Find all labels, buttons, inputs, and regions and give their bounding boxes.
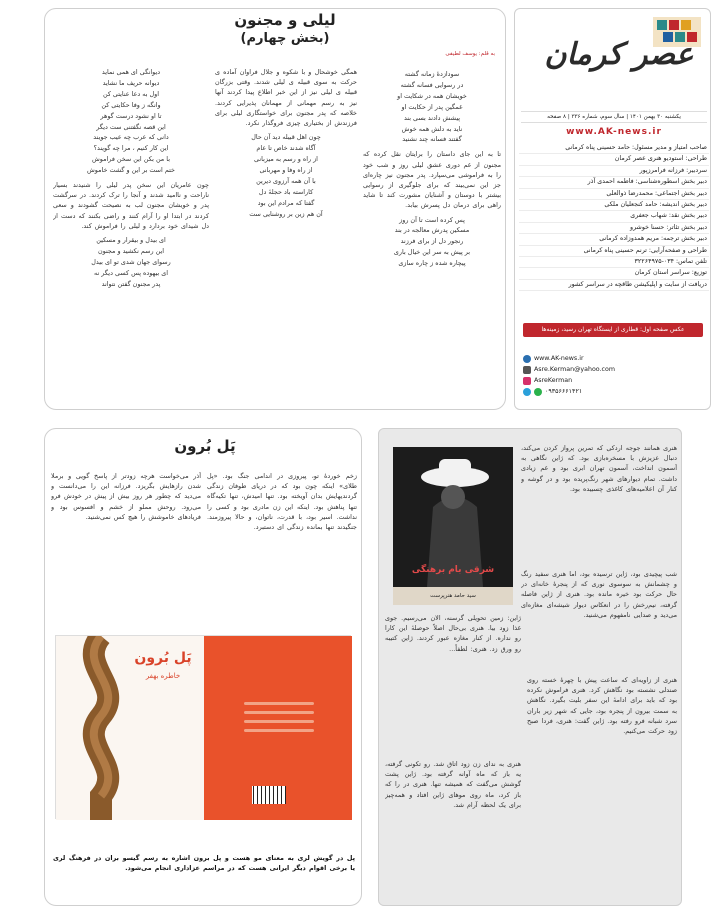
back-cover-text [244,696,314,756]
social-instagram-text: AsreKerman [534,377,573,384]
article-col-left [53,67,209,405]
prose: تا به این جای داستان را برایتان نقل کرده که مجنون از غم دوری عشق لیلی روز و شب خود را به فراموشی می‌سپارد. پدر مجنون نیز چاره‌ای جز این نمی‌بیند که برای جلوگیری از رسوایی بیشتر با دوستان و آشنایان مشورت کند تا شاید راهی برای درمان دل پسرش بیابد. [363,150,501,210]
text-line [244,711,314,714]
text-line [244,720,314,723]
text-line [244,702,314,705]
verse: ای بیدل و بیقرار و مسکین [96,236,166,245]
bottom-left-caption: پل در گویش لری به معنای مو هست و پل برون اشاره به رسم گیسو بران در فرهنگ لری یا برخی اقوام دیگر ایرانی هست که در مراسم عزاداری انجام می‌شود. [53,854,355,873]
verse: آن هم زین بر روشنایی ست [249,209,323,218]
verse: بر پیش به سر این خیال باری [393,248,471,257]
article-title: لیلی و مجنون [234,11,336,29]
credit-line: صاحب امتیاز و مدیر مسئول: حامد حسینی پناه کرمانی [519,143,709,154]
instagram-icon [523,377,531,385]
verse: گفتند فسانه چند نشنید [402,135,462,144]
social-email[interactable] [523,364,703,375]
verse: پیشش دادند بسی بند [403,113,461,122]
verse: رنجور دل از برای فرزند [400,237,464,246]
credit-line: طراحی: استودیو هنری عصر کرمان [519,154,709,165]
verse: پدر مجنون گفتن نتواند [101,279,161,288]
cover-author-bar [393,587,513,605]
bottom-right-text-left-top: ژاین: زمین تحویلی گرسنه، الان می‌رسیم. جوی غذا زود بیا. هنری بی‌حال اصلاً حوصلهٔ این کارا رو نداره. از کنار مغازه عبور کردند. ژاین کتیبه رو ورق زد. هنری: لطفاً... [385,614,521,653]
masthead-panel [514,8,711,410]
prose: چون عامریان این سخن پدر لیلی را شنیدند بسیار ناراحت و ناامید شدند و آنجا را ترک کردند. در سرگشت پدر و خویشان مجنون لب به نصیحت گشودند و سعی کردند در ابتدا او را آرام کنند و راضی بکنند که دست از دل شیدای خود بردارد و لیلی را فراموش کند. [53,181,209,230]
book-cover-sharghi [393,447,513,605]
bottom-left-title: پَل بُرون [174,437,236,455]
globe-icon [523,355,531,363]
cover-book-subtitle: خاطره بهفر [145,672,181,680]
bottom-right-text-right-bottom: هنری از زاویه‌ای که ساعت پیش با چهرهٔ خسته روی صندلی نشسته بود نگاهش کرد. هنری فراموش نکرده بود که باید برای ادامهٔ این سفر بلیت بگیرد. نگاهش به سمت بیرون از پنجره بود، جایی که شهر زیر باران سرد شبانه فرو رفته بود. ژاین گفت: هنری، فردا صبح زود حرکت می‌کنیم. [527,676,677,736]
bottom-left-panel [44,428,362,906]
credit-line: دبیر بخش تئاتر: حسنا خوشرو [519,223,709,234]
credit-line: دبیر بخش نقد: شهاب جعفری [519,211,709,222]
verse: خویشان همه در شکایت او [397,91,467,100]
verse: این کار کنیم ، مرا چه گویند؟ [93,144,169,153]
article-col-right [363,69,501,405]
article-author: به قلم: یوسف لطیفی [445,51,495,57]
bottom-right-text-top: هنری همانند جوجه اردکی که تمرین پرواز کردن می‌کند، دنبال عزیزش با مسخره‌بازی بود. که ژاین نگاهی به آسمون انداخت، آسمون تهران ابری بود و غم زیادی داشت. تمام دیوارهای شهر رنگ‌پریده بود و در گوشه و کنار آن اعلامیه‌های کاغذی چسبیده بود. [521,444,677,493]
article-subtitle: (بخش چهارم) [240,31,330,46]
verse: سودازدهٔ زمانه گشته [404,70,460,78]
social-site-text: www.AK-news.ir [534,355,584,362]
bottom-right-panel [378,428,682,906]
verse: دانی که عرب چه عیب جویند [93,133,169,142]
logo-text: عصر کرمان [544,37,694,72]
article-col-middle [215,67,357,405]
social-instagram[interactable] [523,375,703,386]
verse: در رسوایی فسانه گشته [400,80,464,89]
date-line: یکشنبه ۳۰ بهمن ۱۴۰۱ | سال سوم، شماره ۳۳۶ | ۸ صفحه [521,111,707,123]
cover-figure-image [393,447,513,605]
bottom-left-col2: آذر می‌خواست هرچه زودتر از پاسخ گویی و برملا شدن رازهایش بگریزد. فرزانه این را می‌دانست و می‌دید که چطور هر روز بیش از پیش در خودش فرو می‌رود. روحش مملو از خشم و افسوس بود و فریادهای خاموشش را هیچ کس نمی‌شنید. [51,472,201,521]
credit-line: دبیر بخش ترجمه: مریم همدوزاده کرمانی [519,234,709,245]
credit-line: دریافت از سایت و اپلیکیشن طاقچه در سراسر کشور [519,280,709,291]
cover-book-title-2: شرقی بام برهنگی [411,565,495,575]
cover-book-author: سید حامد هنرپرست [430,593,476,599]
bottom-right-text-left-bottom: هنری به ندای زن زود اتاق شد. رو تکونی گرفته، یه باز که ماه آوانه گرفته بود. ژاین پشت گوشش می‌گفت که همیشه تنها. هنری در را که باز کرد، ماه روی موهای ژاین افتاد و همه‌چیز برای یک لحظه آرام شد. [385,760,521,809]
verse: از راه وفا و مهربانی [259,165,313,174]
verse: دیوانگی ای همی نماید [101,68,161,76]
text-line [244,729,314,732]
social-phone-text: ۰۹۳۵۶۶۶۱۴۲۱ [545,388,583,395]
verse: رسوای جهان شدی تو ای بیدل [91,257,171,266]
cover-caption: عکس صفحه اول: قطاری از ایستگاه تهران رسید، زمینه‌ها [523,323,703,337]
verse: دیوانه حریف ما نشاید [102,78,160,87]
cover-book-title: پَل بُرون [134,650,192,666]
verse: آگاه شدند خاص تا عام [256,144,316,153]
email-icon [523,366,531,374]
book-front-cover [56,636,204,820]
verse: چون اهل قبیله دید آن حال [251,133,321,142]
bottom-right-text-mid: شب پیچیدی بود، ژاین ترسیده بود، اما هنری سفید رنگ و چشمانش به سوسوی نوری که از پنجرهٔ خانه‌ای در حال حرکت بود خیره مانده بود. هنری از ژاین فاصله گرفته، نیم‌رخش را در انعکاس دیوار شیشه‌ای مغازه‌ای می‌دید و صدایی نامفهوم می‌شنید. [521,570,677,619]
credit-line: طراحی و صفحه‌آرایی: ترنم حسینی پناه کرمانی [519,246,709,257]
verse: کاراسته باد حجلهٔ دل [258,187,314,196]
verse: پس کرده است تا آن روز [399,215,465,224]
verse: ناید به دلش همه خوش [401,124,463,133]
book-cover-palboroon [55,635,351,819]
prose: همگی خوشحال و با شکوه و جلال فراوان آماده ی حرکت به سوی قبیله ی لیلی شدند. وقتی بزرگان قبیله ی لیلی نیز از این خبر اطلاع پیدا کردند آنها نیز به رسم مهمانی از مهمانان پذیرایی کردند. خلاصه که پدر مجنون برای خواستگاری لیلی برای فرزندش از بختیاری چیزی فروگذار نکرد. [215,68,357,128]
top-article-panel [44,8,506,410]
credit-line: دبیر بخش اجتماعی: محمدرضا ذوالعلی [519,189,709,200]
credit-line: دبیر بخش اسطوره‌شناسی: فاطمه احمدی آذر [519,177,709,188]
logo [525,15,705,95]
credit-line: سردبیر: فرزانه فرامرزپور [519,166,709,177]
verse: ای بیهوده پس کسی دیگر نه [94,268,168,277]
verse: گفتا که مرادم این بود [257,198,315,207]
social-block [523,353,703,397]
verse: تا او نشود درست گوهر [100,111,162,120]
credit-line: توزیع: سراسر استان کرمان [519,268,709,279]
verse: این قصه نگفتنی ست دیگر [96,122,166,131]
social-phone[interactable] [523,386,703,397]
bottom-left-col1: زخم خوردهٔ تو، پیروزی در اندامی جنگ بود. «پل طلای» اینکه چون بود که در دریای طوفان زندگی گردندیهایش بدان آویخته بود. تنها امیدش، تنها تکیه‌گاه تنها پناهش بود. اینکه این زن مادری بود و کسی را نداشت. اسیر بود، با قدرت، ناتوان، و حالا پیروزمند. جنگیدند تنها بمانده زندگی ای دستبرد. [207,472,357,532]
website-line[interactable]: www.AK-news.ir [566,127,662,137]
verse: از راه و رسم به میزبانی [254,155,318,164]
verse: با من بکن این سخن فراموش [92,155,170,164]
book-back-cover [204,636,352,820]
credit-line: دبیر بخش اندیشه: حامد کنجعلیان ملکی [519,200,709,211]
social-email-text: Asre.Kerman@yahoo.com [534,366,615,373]
verse: وانگه ز وفا حکایتی کن [101,100,161,109]
barcode [252,786,286,804]
credit-line: تلفن تماس: ۰۳۴-۳۲۲۶۴۹۷۵ [519,257,709,268]
verse: با آن همه آرزوی دیرین [256,176,316,185]
verse: اول به دعا عنایتی کن [102,89,160,98]
verse: این رسم نکشید و مجنون [97,246,165,255]
whatsapp-icon [534,388,542,396]
verse: پیچاره شده ز چاره سازی [398,259,466,268]
verse: مسکین پدرش معالجه در بند [394,226,470,235]
verse: غمگین پدر از حکایت او [401,102,463,111]
social-site[interactable] [523,353,703,364]
verse: ختم است بر این و گشت خاموش [87,166,175,175]
credits-list [519,143,709,291]
telegram-icon [523,388,531,396]
